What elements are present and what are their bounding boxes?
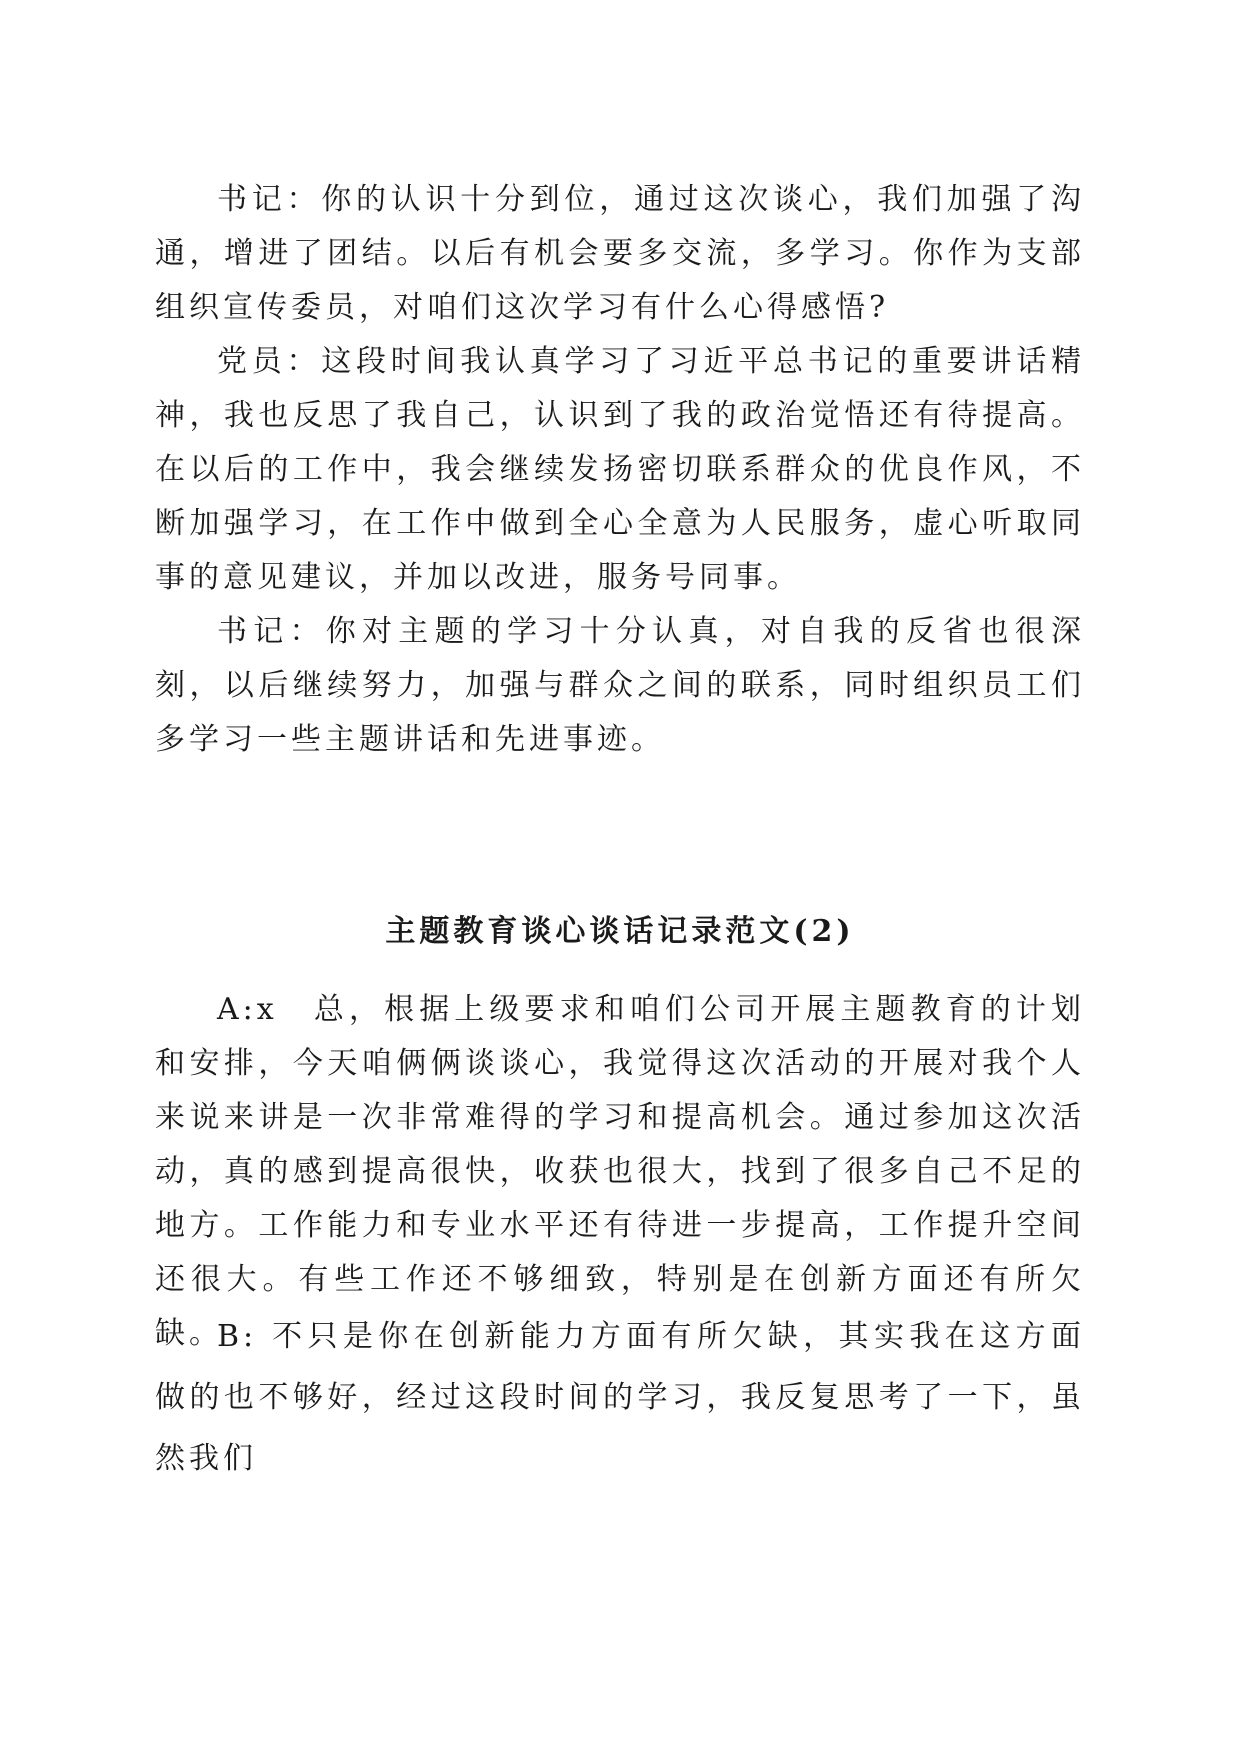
paragraph-b-1: B: 不只是你在创新能力方面有所欠缺，其实我在这方面做的也不够好，经过这段时间的学习，我反复思考了一下，虽然我们 <box>155 1319 1085 1476</box>
paragraph-secretary-2: 书记：你对主题的学习十分认真，对自我的反省也很深刻，以后继续努力，加强与群众之间的联系，同时组织员工们多学习一些主题讲话和先进事迹。 <box>155 614 1085 757</box>
paragraph-a-1: A:x 总，根据上级要求和咱们公司开展主题教育的计划和安排，今天咱俩俩谈谈心，我觉得这次活动的开展对我个人来说来讲是一次非常难得的学习和提高机会。通过参加这次活动，真的感到提高很快，收获也很大，找到了很多自己不足的地方。工作能力和专业水平还有待进一步提高，工作提升空间还很大。有些工作还不够细致，特别是在创新方面还有所欠缺。 <box>155 992 1085 1351</box>
paragraph-secretary-1: 书记：你的认识十分到位，通过这次谈心，我们加强了沟通，增进了团结。以后有机会要多交流，多学习。你作为支部组织宣传委员，对咱们这次学习有什么心得感悟? <box>155 182 1085 325</box>
paragraph-member-1: 党员：这段时间我认真学习了习近平总书记的重要讲话精神，我也反思了我自己，认识到了我的政治觉悟还有待提高。在以后的工作中，我会继续发扬密切联系群众的优良作风，不断加强学习，在工作中做到全心全意为人民服务，虚心听取同事的意见建议，并加以改进，服务号同事。 <box>155 344 1085 595</box>
section-title: 主题教育谈心谈话记录范文(2) <box>385 914 855 949</box>
